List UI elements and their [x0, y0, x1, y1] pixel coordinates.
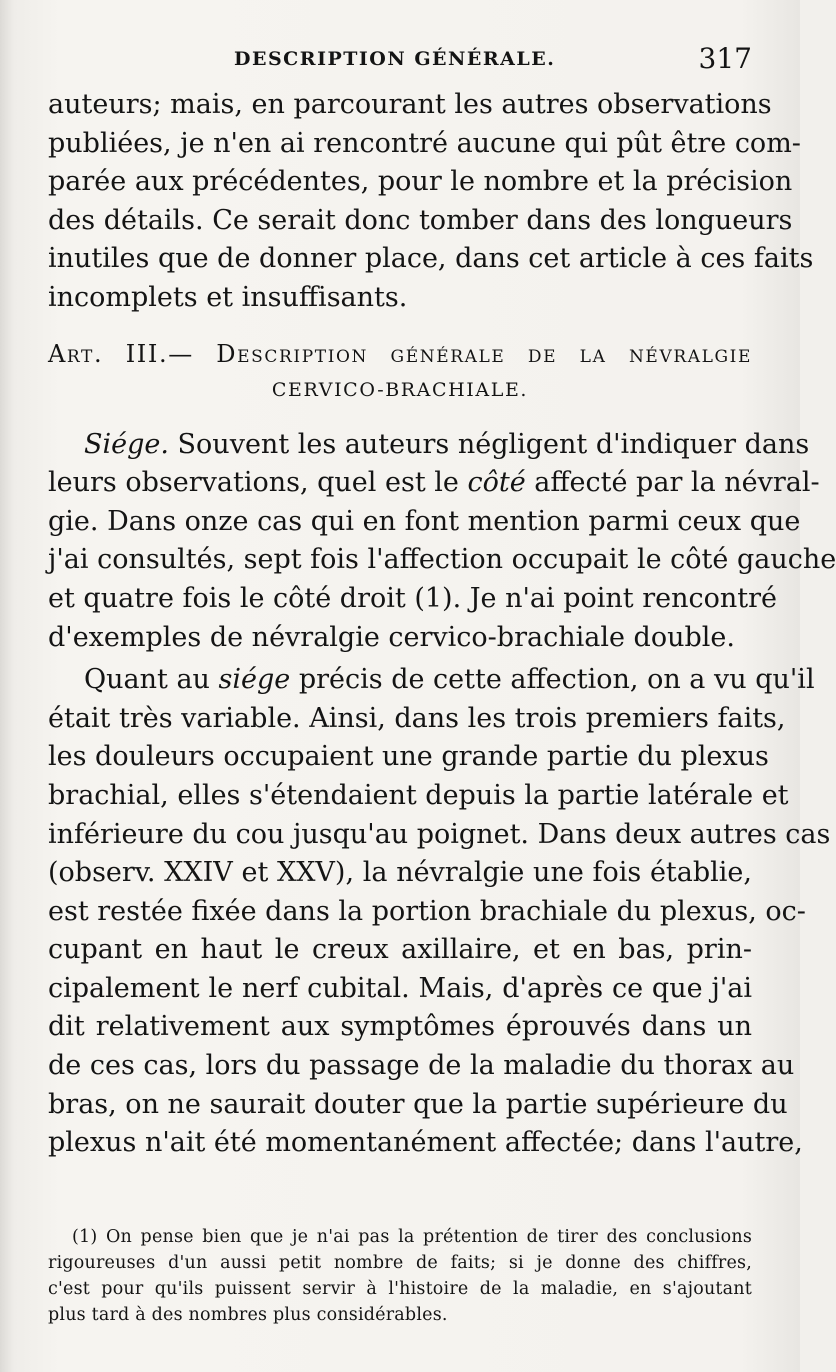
page-body	[48, 82, 836, 1163]
section-heading-subline: CERVICO-BRACHIALE.	[271, 378, 529, 401]
text-line: gie. Dans onze cas qui en font mention parmi ceux que	[48, 505, 801, 537]
text-line: Siége. Souvent les auteurs négligent d'indiquer dans	[84, 428, 810, 460]
text-line: leurs observations, quel est le côté affecté par la névral-	[48, 467, 820, 499]
text-line: d'exemples de névralgie cervico-brachiale double.	[48, 621, 735, 653]
siege-paragraph	[48, 426, 836, 658]
footnote-line: plus tard à des nombres plus considérables.	[48, 1305, 448, 1325]
text-line: cipalement le nerf cubital. Mais, d'après ce que j'ai	[48, 972, 752, 1004]
section-heading-line: Art. III.— Description générale de la névralgie	[48, 339, 752, 368]
text-line: brachial, elles s'étendaient depuis la partie latérale et	[48, 779, 789, 811]
text-line: dit relativement aux symptômes éprouvés dans un	[48, 1011, 752, 1043]
footnote-line: c'est pour qu'ils puissent servir à l'histoire de la maladie, en s'ajoutant	[48, 1279, 752, 1299]
lead-word: Siége.	[84, 428, 169, 460]
footnote-line: rigoureuses d'un aussi petit nombre de faits; si je donne des chiffres,	[48, 1253, 752, 1273]
page-header	[48, 42, 752, 76]
text-line: (observ. XXIV et XXV), la névralgie une fois établie,	[48, 857, 752, 889]
text-line: bras, on ne saurait douter que la partie supérieure du	[48, 1088, 788, 1120]
quant-paragraph	[48, 661, 831, 1163]
text-line: publiées, je n'en ai rencontré aucune qui pût être com-	[48, 127, 801, 159]
text-line: Quant au siége précis de cette affection, on a vu qu'il	[84, 664, 815, 696]
text-line: j'ai consultés, sept fois l'affection occupait le côté gauche	[48, 544, 836, 576]
text-line: de ces cas, lors du passage de la maladie du thorax au	[48, 1050, 795, 1082]
footnote-line: (1) On pense bien que je n'ai pas la prétention de tirer des conclusions	[72, 1227, 752, 1247]
text-line: inutiles que de donner place, dans cet article à ces faits	[48, 243, 814, 275]
text-line: cupant en haut le creux axillaire, et en bas, prin-	[48, 934, 752, 966]
section-heading	[48, 336, 752, 408]
intro-paragraph	[48, 86, 814, 318]
text-line: était très variable. Ainsi, dans les trois premiers faits,	[48, 702, 786, 734]
text-line: auteurs; mais, en parcourant les autres observations	[48, 89, 772, 120]
text-line: parée aux précédentes, pour le nombre et la précision	[48, 166, 793, 198]
footnote	[48, 1224, 752, 1328]
emphasis: siége	[218, 664, 291, 696]
text-line: des détails. Ce serait donc tomber dans des longueurs	[48, 204, 793, 236]
page-number: 317	[698, 42, 752, 75]
text-line: incomplets et insuffisants.	[48, 281, 408, 313]
text-line: est restée fixée dans la portion brachiale du plexus, oc-	[48, 895, 806, 927]
emphasis: côté	[467, 467, 526, 499]
text-line: inférieure du cou jusqu'au poignet. Dans deux autres cas	[48, 818, 831, 850]
text-line: et quatre fois le côté droit (1). Je n'ai point rencontré	[48, 582, 778, 614]
running-head: DESCRIPTION GÉNÉRALE.	[234, 48, 556, 70]
text-line: plexus n'ait été momentanément affectée; dans l'autre,	[48, 1127, 803, 1159]
text-line: les douleurs occupaient une grande partie du plexus	[48, 741, 769, 773]
